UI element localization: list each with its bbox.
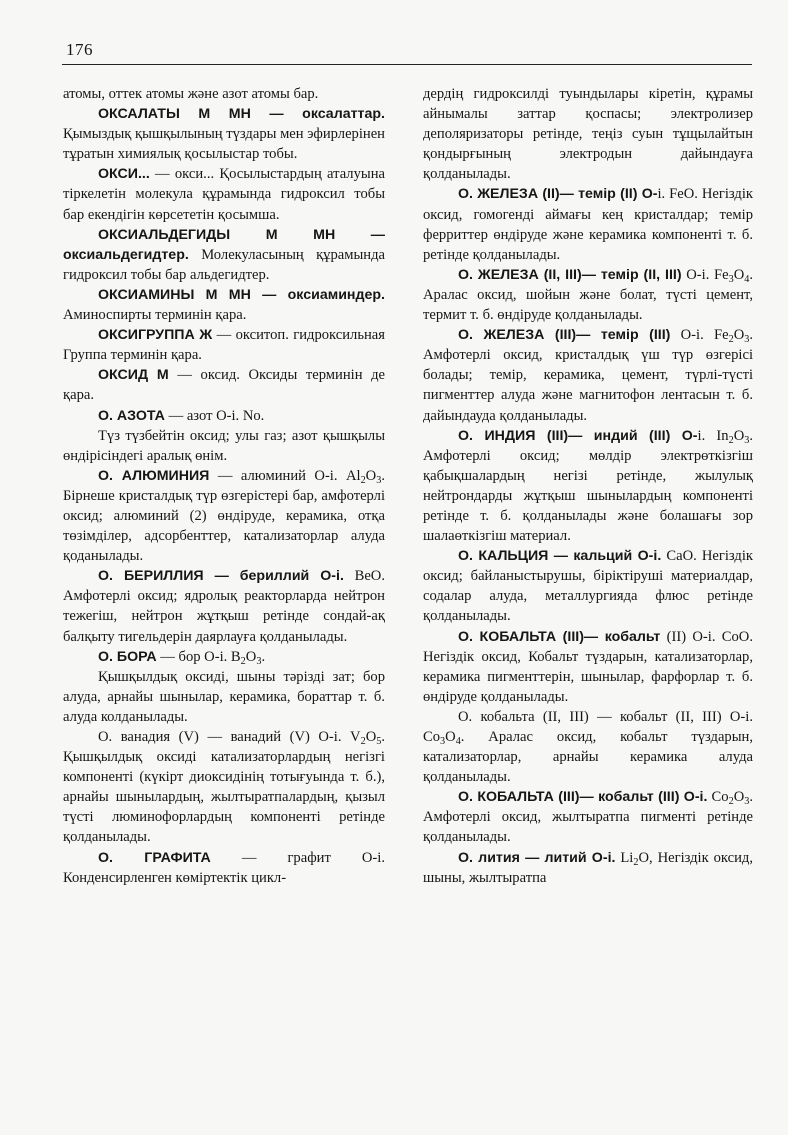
dictionary-entry (63, 566, 385, 646)
entry-text: атомы, оттек атомы және азот атомы бар. (63, 86, 319, 102)
entry-text: . Аралас оксид, шойын және болат, түсті цемент, термит т. б. өндіруде қолданылады. (423, 266, 754, 324)
dictionary-entry (63, 285, 385, 325)
entry-text: O (245, 648, 257, 665)
entry-text: . Амфотерлі оксид; мөлдір электрөткізгіш қабықшалардың негізі ретінде, жылулық нейтрондарды жұтқыш шынылардың компоненті ретінде т. б. қолданылады және болашағы зор шалаөткізгіш материал. (423, 427, 753, 545)
dictionary-entry (423, 265, 753, 325)
entry-headword: О. АЛЮМИНИЯ (98, 467, 210, 484)
entry-text: Co (707, 789, 729, 806)
dictionary-entry (63, 426, 385, 466)
entry-text: O (733, 266, 745, 283)
dictionary-entry (63, 727, 385, 848)
entry-text: . Аралас оксид, кобальт түздарын, катализаторлар, арнайы керамика алуда қолданылады. (423, 729, 753, 786)
formula-subscript: 2 (728, 796, 734, 808)
entry-headword: О. КОБАЛЬТА (III)— кобальт (III) О-і. (458, 789, 708, 806)
formula-subscript: 2 (728, 434, 734, 446)
entry-text: O (445, 729, 456, 745)
entry-text: Қымыздық қышқылының түздары мен эфирлерінен тұратын химиялық қосылыстар тобы. (63, 126, 385, 163)
entry-text: О. ванадия (V) — ванадий (V) О-і. V (98, 729, 361, 745)
entry-headword: ОКСИ... (98, 166, 150, 183)
entry-text: — окситоп. гидроксильная Группа терминін қара. (63, 327, 385, 364)
dictionary-entry (423, 426, 753, 547)
entry-text: . Амфотерлі оксид, кристалдық үш түр өзгерісі болады; темір, керамика, цемент, түрлі-түсті пигменттер алуда және магнитофон лентасын т. б. дайындауда қолданылады. (423, 327, 753, 424)
entry-text: О-і. Fe (670, 327, 729, 344)
entry-text: (II) О-і. CoO. Негіздік оксид, Кобальт түздарын, катализаторлар, керамика пигменттерін, шынылар, фарфорлар т. б. өндіруде қолданылады. (423, 628, 753, 705)
entry-text: — графит О-і. Конденсирленген көміртектік цикл- (63, 849, 385, 886)
entry-text: . (261, 648, 266, 665)
dictionary-entry (63, 848, 385, 888)
entry-text: O (733, 427, 745, 444)
entry-headword: О. лития — литий О-і. (458, 849, 616, 866)
entry-headword: О. БОРА (98, 648, 157, 665)
entry-headword: О. КОБАЛЬТА (III)— кобальт (458, 628, 661, 645)
dictionary-entry (63, 647, 385, 667)
formula-subscript: 4 (744, 273, 750, 285)
left-column (63, 84, 385, 888)
formula-subscript: 2 (240, 655, 246, 667)
entry-headword: О. ЖЕЛЕЗА (II)— темір (II) О- (458, 186, 658, 203)
dictionary-entry (63, 466, 385, 566)
entry-text: дердің гидроксилді туындылары кіретін, құрамы айнымалы заттар қоспасы; электролизер деполяризаторы ретінде, теңіз суын тұщылайтын қондырғының электродын дайындауға қолданылады. (423, 86, 753, 183)
entry-text: ВеО. Амфотерлі оксид; ядролық реакторларда нейтрон тежегіш, нейтрон жұтқыш ретінде сондай-ақ балқыту тигельдерін даярлауға қолданылады. (63, 568, 385, 645)
entry-text: . Қышқылдық оксиді катализаторлардың негізгі компоненті (күкірт диоксидінің тотығуында т. б.), арнайы шынылардың, жылтыратпалардың, қызыл түсті люминофорлардың компоненті ретінде қолданылады. (63, 729, 385, 846)
entry-text: Li (615, 849, 634, 866)
formula-subscript: 3 (728, 273, 734, 285)
entry-headword: ОКСИАЛЬДЕГИДЫ М МН — оксиальдегидтер. (63, 226, 385, 263)
entry-headword: О. АЗОТА (98, 407, 165, 424)
dictionary-entry (63, 667, 385, 727)
entry-text: Молекуласының құрамында гидроксил тобы бар альдегидтер. (63, 246, 385, 283)
formula-subscript: 3 (744, 334, 750, 346)
dictionary-entry (423, 787, 753, 847)
entry-text: . Амфотерлі оксид, жылтыратпа пигменті ретінде қолданылады. (423, 789, 753, 846)
dictionary-entry (63, 84, 385, 104)
entry-text: О-і. Fe (681, 266, 729, 283)
dictionary-entry (423, 848, 753, 888)
entry-text: O (365, 729, 377, 745)
right-column (423, 84, 753, 888)
dictionary-entry (423, 546, 753, 626)
entry-text: O (365, 467, 377, 484)
entry-text: Түз түзбейтін оксид; улы газ; азот қышқылы өндірісіндегі аралық өнім. (63, 427, 385, 464)
entry-text: O (733, 327, 745, 344)
formula-subscript: 3 (744, 434, 750, 446)
dictionary-entry (63, 225, 385, 285)
dictionary-entry (63, 325, 385, 365)
entry-headword: О. БЕРИЛЛИЯ — бериллий О-і. (98, 568, 344, 585)
dictionary-entry (63, 406, 385, 426)
entry-headword: ОКСАЛАТЫ М МН — оксалаттар. (98, 106, 385, 123)
entry-text: — бор О-і. B (156, 648, 241, 665)
entry-headword: ОКСИД М (98, 367, 169, 384)
formula-subscript: 3 (256, 655, 262, 667)
entry-text: Аминоспирты терминін қара. (63, 307, 247, 324)
entry-headword: ОКСИГРУППА Ж (98, 327, 213, 344)
entry-text: Қышқылдық оксиді, шыны тәрізді зат; бор алуда, арнайы шынылар, керамика, бораттар т. б. алуда колданылады. (63, 668, 385, 725)
entry-text: CaO. Негіздік оксид; байланыстырушы, біріктіруші материалдар, содалар алуда, металлургияда флюс ретінде қолданылады. (423, 548, 753, 625)
dictionary-entry (63, 104, 385, 164)
formula-subscript: 3 (744, 796, 750, 808)
formula-subscript: 2 (633, 856, 639, 868)
entry-text: О. кобальта (II, III) — кобальт (II, III) О-і. Co (423, 708, 753, 745)
entry-text: і. FeO. Негіздік оксид, гомогенді аймағы кең кристалдар; темір ферриттер өндіруде және керамика компоненті т. б. ретінде қолданылады. (423, 186, 753, 263)
entry-text: O (733, 789, 745, 806)
header-rule (62, 64, 752, 65)
formula-subscript: 3 (376, 474, 382, 486)
dictionary-entry (423, 707, 753, 787)
entry-headword: О. ИНДИЯ (III)— индий (III) О- (458, 427, 698, 444)
entry-text: — окси... Қосылыстардың аталуына тіркелетін молекула құрамында гидроксил тобы бар екендігін көрсететін қосымша. (63, 166, 385, 223)
formula-subscript: 3 (440, 736, 446, 747)
dictionary-entry (423, 325, 753, 425)
entry-headword: О. ГРАФИТА (98, 849, 211, 866)
entry-text: — оксид. Оксиды терминін де қара. (63, 367, 385, 404)
page-number: 176 (66, 40, 93, 59)
dictionary-entry (423, 184, 753, 264)
entry-text: і. In (697, 427, 729, 444)
entry-headword: ОКСИАМИНЫ М МН — оксиаминдер. (98, 286, 385, 303)
entry-headword: О. ЖЕЛЕЗА (II, III)— темір (II, III) (458, 266, 682, 283)
formula-subscript: 4 (455, 736, 461, 747)
formula-subscript: 2 (360, 474, 366, 486)
dictionary-entry (423, 84, 753, 184)
entry-text: — алюминий О-і. Al (209, 467, 361, 484)
formula-subscript: 5 (376, 736, 382, 747)
formula-subscript: 2 (728, 334, 734, 346)
entry-headword: О. КАЛЬЦИЯ — кальций О-і. (458, 548, 662, 565)
dictionary-entry (63, 164, 385, 224)
entry-text: . Бірнеше кристалдық түр өзгерістері бар, амфотерлі оксид; алюминий (2) өндіруде, керамика, отқа төзімділер, адсорбенттер, катализаторлар алуда қоданылады. (63, 467, 385, 565)
formula-subscript: 2 (360, 736, 366, 747)
dictionary-entry (423, 627, 753, 707)
entry-text: O, Негіздік оксид, шыны, жылтыратпа (423, 849, 754, 886)
dictionary-entry (63, 365, 385, 405)
entry-headword: О. ЖЕЛЕЗА (III)— темір (III) (458, 327, 671, 344)
entry-text: — азот О-і. No. (164, 407, 265, 424)
